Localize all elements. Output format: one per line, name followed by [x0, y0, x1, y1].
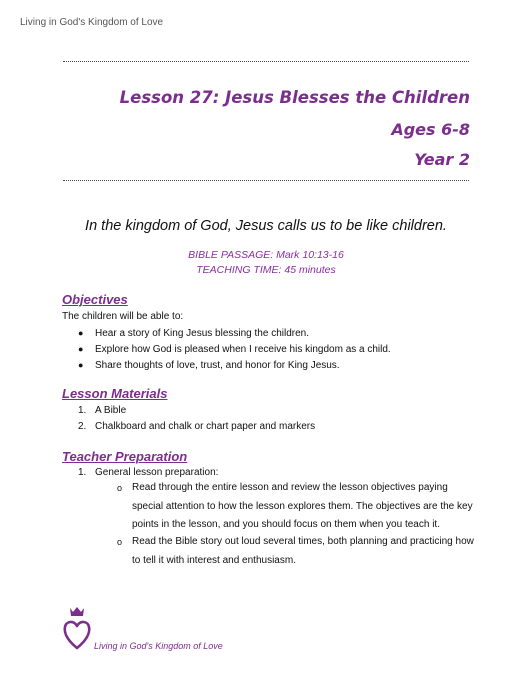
bible-passage: BIBLE PASSAGE: Mark 10:13-16: [188, 249, 344, 261]
teaching-time: TEACHING TIME: 45 minutes: [196, 264, 336, 276]
objectives-heading: Objectives: [62, 292, 128, 307]
materials-heading: Lesson Materials: [62, 386, 168, 401]
objective-item: ● Hear a story of King Jesus blessing the children.: [78, 328, 309, 339]
lesson-title: Lesson 27: Jesus Blesses the Children: [119, 88, 470, 107]
bullet-icon: ●: [78, 344, 84, 354]
crown-heart-icon: [62, 606, 92, 657]
materials-item: 2. Chalkboard and chalk or chart paper and markers: [78, 421, 316, 432]
objective-item: ● Share thoughts of love, trust, and honor for King Jesus.: [78, 360, 340, 371]
materials-item: 1. A Bible: [78, 405, 127, 416]
objective-item: ● Explore how God is pleased when I receive his kingdom as a child.: [78, 344, 391, 355]
ages-label: Ages 6-8: [391, 120, 470, 139]
year-label: Year 2: [414, 150, 470, 169]
preparation-subitem: o Read the Bible story out loud several times, both planning and practicing how to tell it with interest and enthusiasm.: [117, 533, 477, 570]
divider-bottom: [63, 180, 469, 181]
circle-bullet-icon: o: [117, 537, 123, 547]
objectives-intro: The children will be able to:: [62, 311, 184, 322]
bullet-icon: ●: [78, 328, 84, 338]
running-header: Living in God's Kingdom of Love: [20, 17, 164, 28]
divider-top: [63, 61, 469, 62]
preparation-heading: Teacher Preparation: [62, 449, 188, 464]
circle-bullet-icon: o: [117, 483, 123, 493]
preparation-subitem: o Read through the entire lesson and review the lesson objectives paying special attention to how the lesson explores them. The objectives are the key points in the lesson, and you should focus on them when you teach it.: [117, 479, 477, 535]
footer-title: Living in God's Kingdom of Love: [94, 641, 223, 651]
lesson-tagline: In the kingdom of God, Jesus calls us to be like children.: [85, 218, 447, 234]
preparation-item: 1. General lesson preparation:: [78, 467, 219, 478]
bullet-icon: ●: [78, 360, 84, 370]
